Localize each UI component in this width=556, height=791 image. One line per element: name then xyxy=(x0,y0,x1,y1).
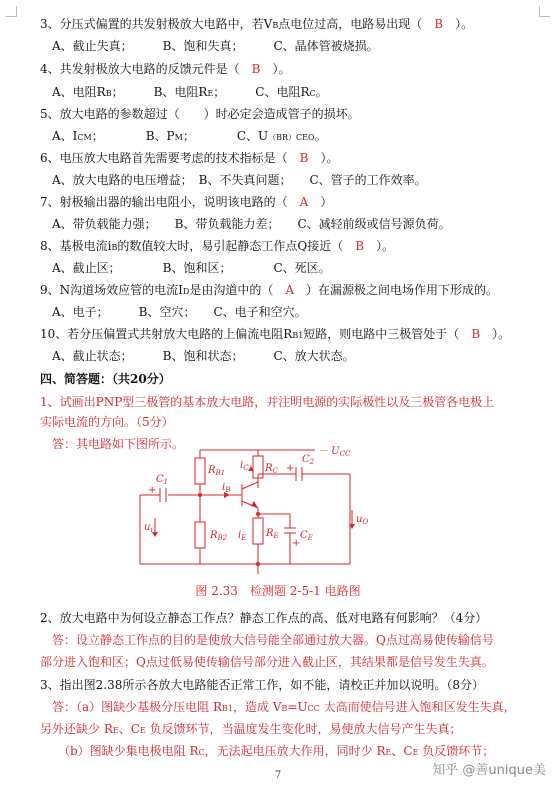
question-8: 8、基极电流iB的数值较大时，易引起静态工作点Q接近（ B ）。 xyxy=(40,239,395,253)
figure-caption: 图 2.33 检测题 2-5-1 电路图 xyxy=(195,584,361,598)
answer-mark: B xyxy=(251,62,261,76)
watermark: 知乎 @善unique美 xyxy=(432,763,546,778)
question-9: 9、N沟道场效应管的电流ID是由沟道中的（ A ）在漏源极之间电场作用下形成的。 xyxy=(40,283,499,297)
short-q2-answer-line2: 部分进入饱和区；Q点过低易使传输信号部分进入截止区，其结果都是信号发生失真。 xyxy=(40,655,494,669)
ui-label: $u_i$ xyxy=(144,522,153,534)
answer-mark: B xyxy=(355,239,365,253)
ce-label: $C_E$ xyxy=(300,530,313,542)
question-4: 4、共发射极放大电路的反馈元件是（ B ）。 xyxy=(40,62,291,76)
junction-dot xyxy=(198,493,202,497)
answer-mark: B xyxy=(471,327,481,341)
section-title: 四、简答题：（共20分） xyxy=(40,372,171,386)
rb1-label: $R_{B1}$ xyxy=(208,465,226,477)
options-10: A、截止状态； B、饱和状态； C、放大状态。 xyxy=(52,349,355,363)
junction-dot xyxy=(256,562,260,566)
short-q3-answer-b1: （b）图缺少集电极电阻 RC，无法起电压放大作用，同时少 RE、CE 负反馈环节； xyxy=(58,744,495,758)
question-7: 7、射极输出器的输出电阻小，说明该电路的（ A ） xyxy=(40,195,333,209)
question-3: 3、分压式偏置的共发射极放大电路中，若VB点电位过高，电路易出现（ B ）。 xyxy=(40,17,474,31)
options-7: A、带负载能力强； B、带负载能力差； C、减轻前级或信号源负荷。 xyxy=(52,217,451,231)
question-10: 10、若分压偏置式共射放大电路的上偏流电阻RB1短路，则电路中三极管处于（ B ）。 xyxy=(40,327,511,341)
uo-label: $u_O$ xyxy=(356,514,369,526)
short-q2-answer-line1: 答：设立静态工作点的目的是使放大信号能全部通过放大器。Q点过高易使传输信号 xyxy=(52,633,494,647)
answer-mark: A xyxy=(285,283,295,297)
short-q1-line1: 1、试画出PNP型三极管的基本放大电路，并注明电源的实际极性以及三极管各电极上 xyxy=(40,395,495,409)
options-8: A、截止区； B、饱和区； C、死区。 xyxy=(52,261,331,275)
c1-label: $C_1$ xyxy=(156,474,169,486)
answer-mark: B xyxy=(434,17,444,31)
answer-mark: A xyxy=(299,195,309,209)
question-5: 5、放大电路的参数超过（ ）时必定会造成管子的损坏。 xyxy=(40,107,360,121)
ib-label: $i_B$ xyxy=(222,482,231,494)
short-q3-answer-a1: 答：（a）图缺少基极分压电阻 RB1，造成 VB=UCC 太高而使信号进入饱和区发生失真， xyxy=(52,700,516,714)
plus-sign: + xyxy=(286,463,295,474)
short-q3-answer-a2: 另外还缺少 RE、CE 负反馈环节，当温度发生变化时，易使放大信号产生失真； xyxy=(40,722,462,736)
short-q1-answer: 答：其电路如下图所示。 xyxy=(52,437,185,451)
options-3: A、截止失真； B、饱和失真； C、晶体管被烧损。 xyxy=(52,39,379,53)
plus-sign: + xyxy=(292,538,301,549)
options-6: A、放大电路的电压增益； B、不失真问题； C、管子的工作效率。 xyxy=(52,173,427,187)
options-5: A、ICM； B、PM； C、U（BR）CEO。 xyxy=(52,129,327,143)
ucc-label: － $U_{CC}$ xyxy=(318,446,351,458)
ic-label: $i_C$ xyxy=(240,460,249,472)
short-q3: 3、指出图2.38所示各放大电路能否正常工作，如不能，请校正并加以说明。（8分） xyxy=(40,678,484,692)
plus-sign: + xyxy=(148,485,157,496)
answer-mark: B xyxy=(299,151,309,165)
pnp-amplifier-circuit xyxy=(120,446,370,576)
c2-label: $C_2$ xyxy=(302,454,315,466)
junction-dot xyxy=(256,512,260,516)
options-9: A、电子； B、空穴； C、电子和空穴。 xyxy=(52,305,307,319)
options-4: A、电阻RB； B、电阻RE； C、电阻RC。 xyxy=(52,85,328,99)
rc-label: $R_C$ xyxy=(265,463,278,475)
arrow-down-icon xyxy=(152,532,158,537)
ie-label: $i_E$ xyxy=(238,530,247,542)
short-q2: 2、放大电路中为何设立静态工作点？静态工作点的高、低对电路有何影响？（4分） xyxy=(40,611,488,625)
short-q1-line2: 实际电流的方向。（5分） xyxy=(40,415,174,429)
page-number: 7 xyxy=(274,770,282,781)
question-6: 6、电压放大电路首先需要考虑的技术指标是（ B ）。 xyxy=(40,151,339,165)
re-label: $R_E$ xyxy=(266,528,279,540)
emitter-arrow-icon xyxy=(251,501,258,508)
rb2-label: $R_{B2}$ xyxy=(210,530,228,542)
